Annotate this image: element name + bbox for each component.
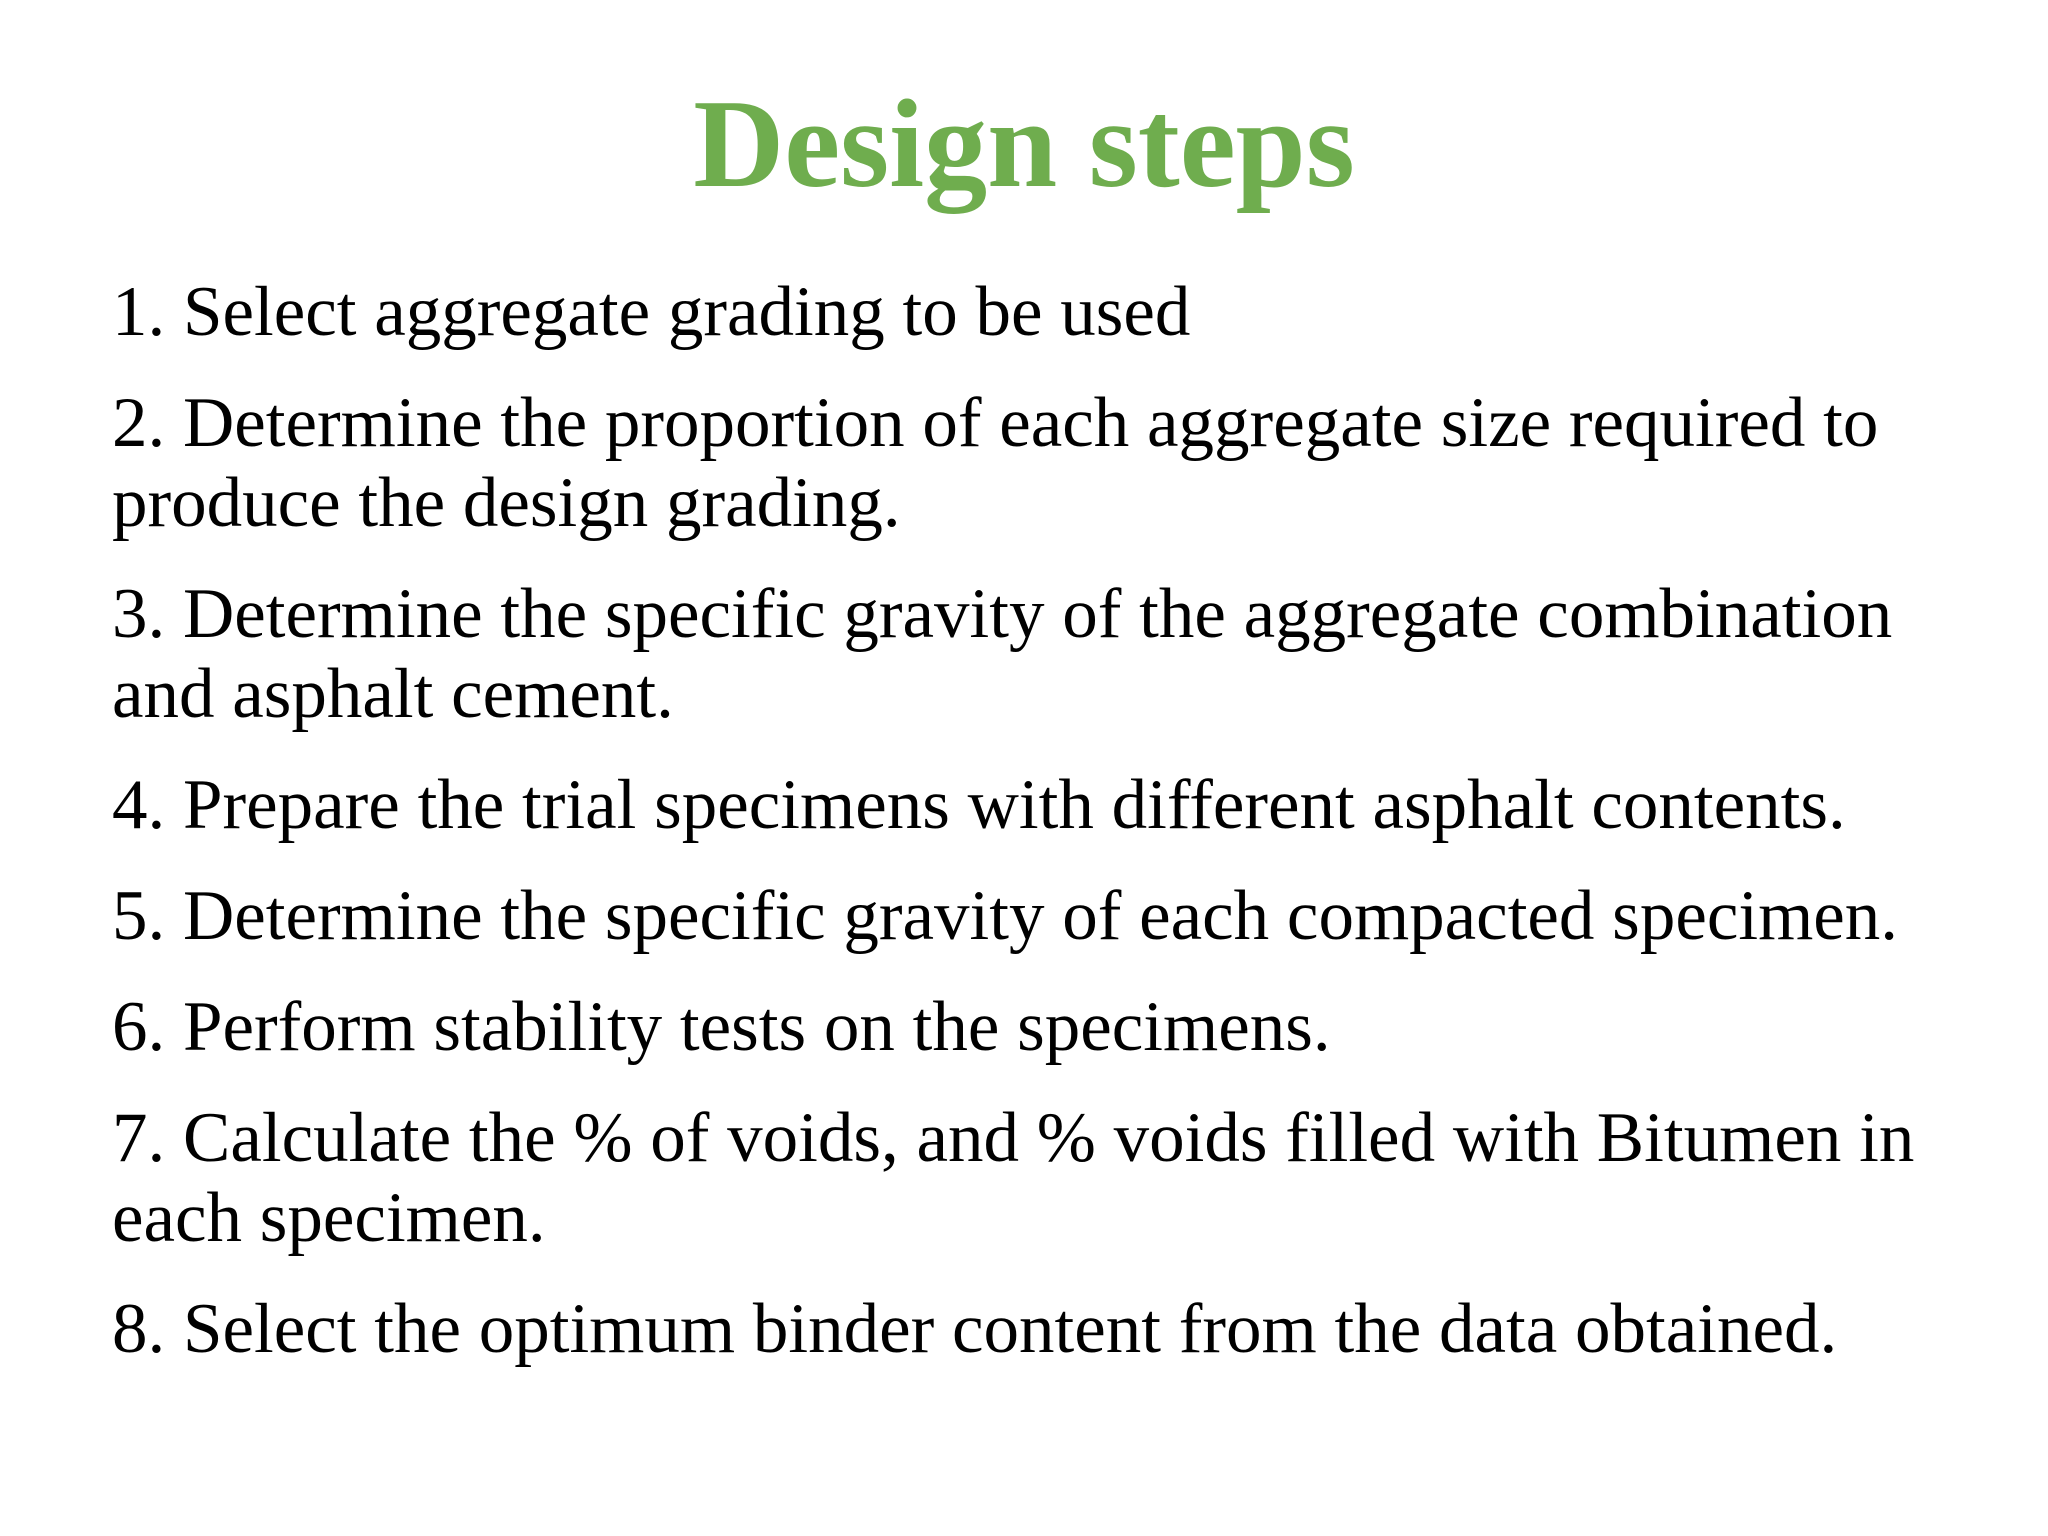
step-item: 4. Prepare the trial specimens with different asphalt contents.: [112, 766, 1846, 844]
step-item: 2. Determine the proportion of each aggregate size required to produce the design grading.: [112, 384, 1879, 542]
step-item: 5. Determine the specific gravity of each compacted specimen.: [112, 877, 1899, 955]
steps-list: [112, 272, 1992, 1400]
step-item: 6. Perform stability tests on the specimens.: [112, 988, 1331, 1066]
step-item: 3. Determine the specific gravity of the aggregate combination and asphalt cement.: [112, 575, 1893, 733]
slide-title: Design steps: [693, 75, 1355, 214]
step-item: 1. Select aggregate grading to be used: [112, 273, 1191, 351]
step-item: 8. Select the optimum binder content from the data obtained.: [112, 1290, 1838, 1368]
step-item: 7. Calculate the % of voids, and % voids filled with Bitumen in each specimen.: [112, 1099, 1915, 1257]
